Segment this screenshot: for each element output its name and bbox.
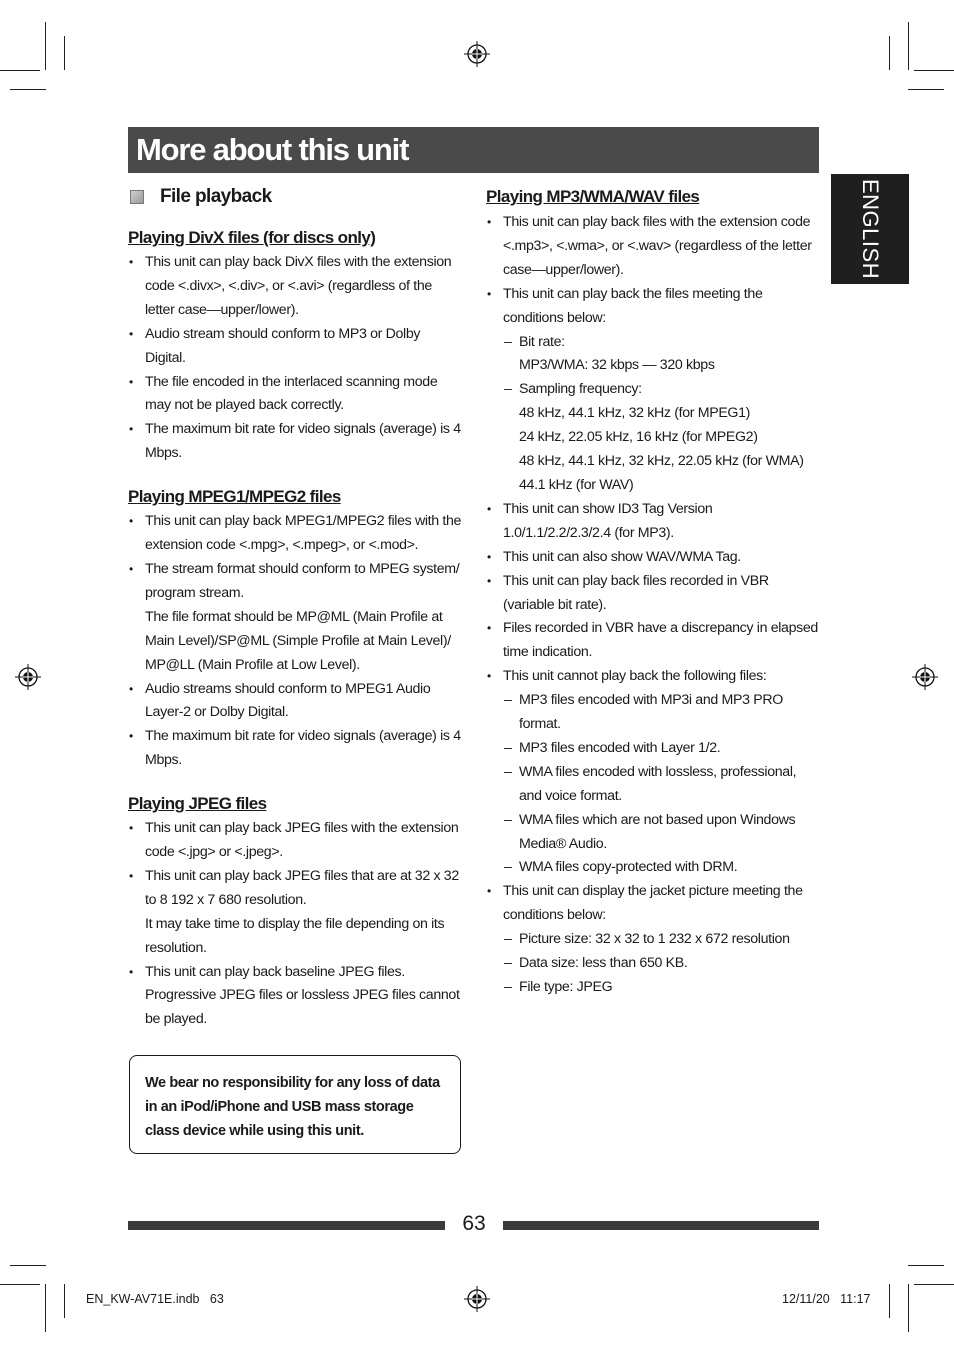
footer-bar-right	[503, 1221, 819, 1230]
mp3-heading: Playing MP3/WMA/WAV files	[486, 187, 700, 206]
sub-item: – MP3 files encoded with Layer 1/2.	[503, 737, 820, 761]
list-item-note: Progressive JPEG files or lossless JPEG files cannot be played.	[145, 987, 460, 1028]
sampling-label: – Sampling frequency:	[519, 381, 642, 398]
crop-mark	[889, 36, 890, 70]
list-item: • The file encoded in the interlaced scanning mode may not be played back correctly.	[128, 371, 464, 419]
notice-box: We bear no responsibility for any loss of data in an iPod/iPhone and USB mass storage class device while using this unit.	[129, 1055, 461, 1154]
file-slug: EN_KW-AV71E.indb 63	[86, 1292, 224, 1306]
crop-mark	[64, 1284, 65, 1318]
jacket-conditions-list	[503, 928, 820, 1000]
page-title: More about this unit	[136, 132, 409, 167]
crop-mark	[908, 22, 909, 70]
crosshair-target-icon	[15, 664, 41, 690]
mp3-list	[486, 211, 820, 1000]
date-slug: 12/11/20 11:17	[782, 1292, 871, 1306]
bitrate-value: MP3/WMA: 32 kbps — 320 kbps	[519, 357, 715, 374]
left-column	[128, 183, 464, 1032]
sub-item: – MP3 files encoded with MP3i and MP3 PRO format.	[503, 689, 820, 737]
cannot-play-list	[503, 689, 820, 880]
list-item	[486, 665, 820, 880]
bitrate-label: – Bit rate:	[519, 333, 565, 350]
list-item: • This unit can also show WAV/WMA Tag.	[486, 546, 820, 570]
list-item: • This unit can play back JPEG files with the extension code <.jpg> or <.jpeg>.	[128, 817, 464, 865]
mpeg-list	[128, 510, 464, 773]
divx-heading: Playing DivX files (for discs only)	[128, 228, 376, 247]
crop-mark	[0, 70, 40, 71]
sub-item: – Picture size: 32 x 32 to 1 232 x 672 resolution	[503, 928, 820, 952]
crop-mark	[64, 36, 65, 70]
sub-item: – WMA files encoded with lossless, professional, and voice format.	[503, 761, 820, 809]
crosshair-target-icon	[464, 1286, 490, 1312]
list-item-text: • This unit can display the jacket picture meeting the conditions below:	[503, 883, 803, 924]
language-tab-label: ENGLISH	[858, 178, 883, 280]
list-item	[486, 880, 820, 1000]
list-item: • The maximum bit rate for video signals (average) is 4 Mbps.	[128, 418, 464, 466]
sub-item	[503, 378, 820, 498]
list-item: • Audio streams should conform to MPEG1 Audio Layer-2 or Dolby Digital.	[128, 678, 464, 726]
list-item: • The maximum bit rate for video signals (average) is 4 Mbps.	[128, 725, 464, 773]
jpeg-list	[128, 817, 464, 1032]
divx-list	[128, 251, 464, 466]
mpeg-heading: Playing MPEG1/MPEG2 files	[128, 487, 341, 507]
list-item-text: • This unit cannot play back the following files:	[503, 668, 767, 685]
list-item: • This unit can play back files recorded in VBR (variable bit rate).	[486, 570, 820, 618]
list-item-text: • This unit can play back JPEG files that are at 32 x 32 to 8 192 x 7 680 resolution.	[145, 867, 459, 908]
section-title: File playback	[160, 186, 272, 208]
crop-mark	[908, 1265, 944, 1266]
sampling-value: 48 kHz, 44.1 kHz, 32 kHz, 22.05 kHz (for WMA)	[519, 453, 804, 470]
list-item: • Audio stream should conform to MP3 or Dolby Digital.	[128, 323, 464, 371]
list-item	[128, 558, 464, 678]
crosshair-target-icon	[464, 41, 490, 67]
crop-mark	[10, 89, 46, 90]
crop-mark	[914, 70, 954, 71]
list-item-note: The file format should be MP@ML (Main Profile at Main Level)/SP@ML (Simple Profile at Main Level)/ MP@LL (Main Profile at Low Level).	[145, 608, 451, 673]
list-item: • This unit can play back files with the extension code <.mp3>, <.wma>, or <.wav> (regardless of the letter case—upper/lower).	[486, 211, 820, 283]
crop-mark	[0, 1284, 40, 1285]
crop-mark	[10, 1265, 46, 1266]
crop-mark	[914, 1284, 954, 1285]
list-item	[128, 961, 464, 1033]
sub-item	[503, 331, 820, 379]
list-item-text: • This unit can play back the files meeting the conditions below:	[503, 285, 763, 326]
sub-item: – WMA files copy-protected with DRM.	[503, 856, 820, 880]
section-heading	[128, 183, 464, 211]
list-item-text: • This unit can play back baseline JPEG files.	[145, 963, 405, 980]
sub-item: – File type: JPEG	[503, 976, 820, 1000]
sampling-value: 24 kHz, 22.05 kHz, 16 kHz (for MPEG2)	[519, 429, 758, 446]
sampling-value: 44.1 kHz (for WAV)	[519, 476, 634, 493]
sampling-value: 48 kHz, 44.1 kHz, 32 kHz (for MPEG1)	[519, 405, 751, 422]
crop-mark	[908, 1284, 909, 1332]
list-item	[486, 283, 820, 498]
crop-mark	[908, 89, 944, 90]
crosshair-target-icon	[912, 664, 938, 690]
jpeg-heading: Playing JPEG files	[128, 794, 267, 814]
list-item	[128, 865, 464, 961]
list-item: • This unit can play back DivX files with the extension code <.divx>, <.div>, or <.avi> (regardless of the letter case—upper/lower).	[128, 251, 464, 323]
list-item-note: It may take time to display the file depending on its resolution.	[145, 915, 445, 956]
crop-mark	[45, 22, 46, 70]
list-item-text: • The stream format should conform to MPEG system/ program stream.	[145, 560, 460, 601]
conditions-list	[503, 331, 820, 498]
list-item: • This unit can play back MPEG1/MPEG2 files with the extension code <.mpg>, <.mpeg>, or <.mod>.	[128, 510, 464, 558]
list-item: • This unit can show ID3 Tag Version 1.0/1.1/2.2/2.3/2.4 (for MP3).	[486, 498, 820, 546]
right-column	[486, 183, 820, 1000]
gray-square-icon	[130, 190, 144, 204]
page-number: 63	[462, 1212, 486, 1235]
sub-item: – Data size: less than 650 KB.	[503, 952, 820, 976]
crop-mark	[45, 1284, 46, 1332]
list-item: • Files recorded in VBR have a discrepancy in elapsed time indication.	[486, 617, 820, 665]
sub-item: – WMA files which are not based upon Windows Media® Audio.	[503, 809, 820, 857]
footer-bar-left	[128, 1221, 445, 1230]
crop-mark	[889, 1284, 890, 1318]
